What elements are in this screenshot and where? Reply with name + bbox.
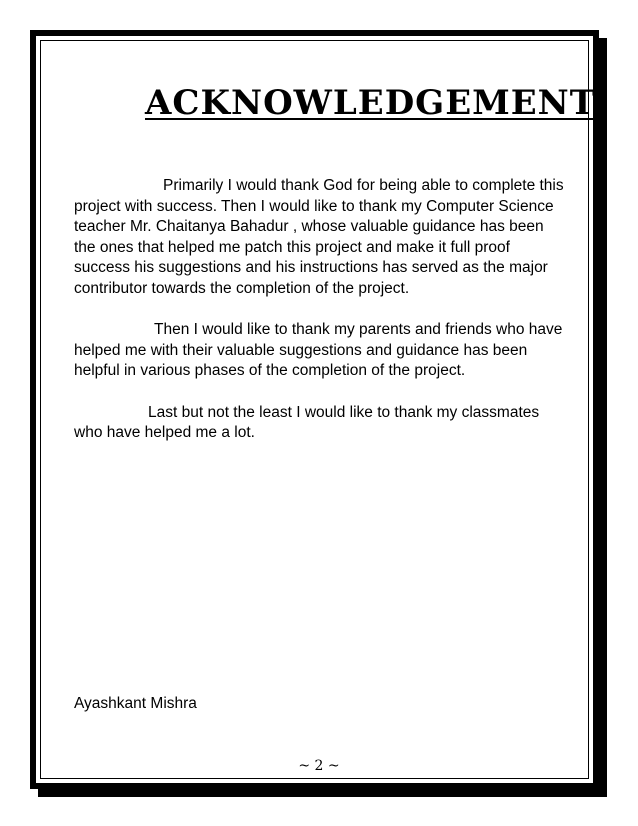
page-title: ACKNOWLEDGEMENT [145,83,597,123]
paragraph-2: Then I would like to thank my parents and friends who have helped me with their valuable suggestions and guidance has been helpful in various phases of the completion of the project. [74,321,563,379]
signature: Ayashkant Mishra [74,695,197,712]
acknowledgement-body [74,176,569,444]
paragraph-1: Primarily I would thank God for being able to complete this project with success. Then I would like to thank my Computer Science teacher Mr. Chaitanya Bahadur , whose valuable guidance has been the ones that helped me patch this project and make it full proof success his suggestions and his instructions has served as the major contributor towards the completion of the project. [74,177,564,297]
page-number: ~ 2 ~ [298,758,340,774]
paragraph-3: Last but not the least I would like to thank my classmates who have helped me a lot. [74,403,540,441]
